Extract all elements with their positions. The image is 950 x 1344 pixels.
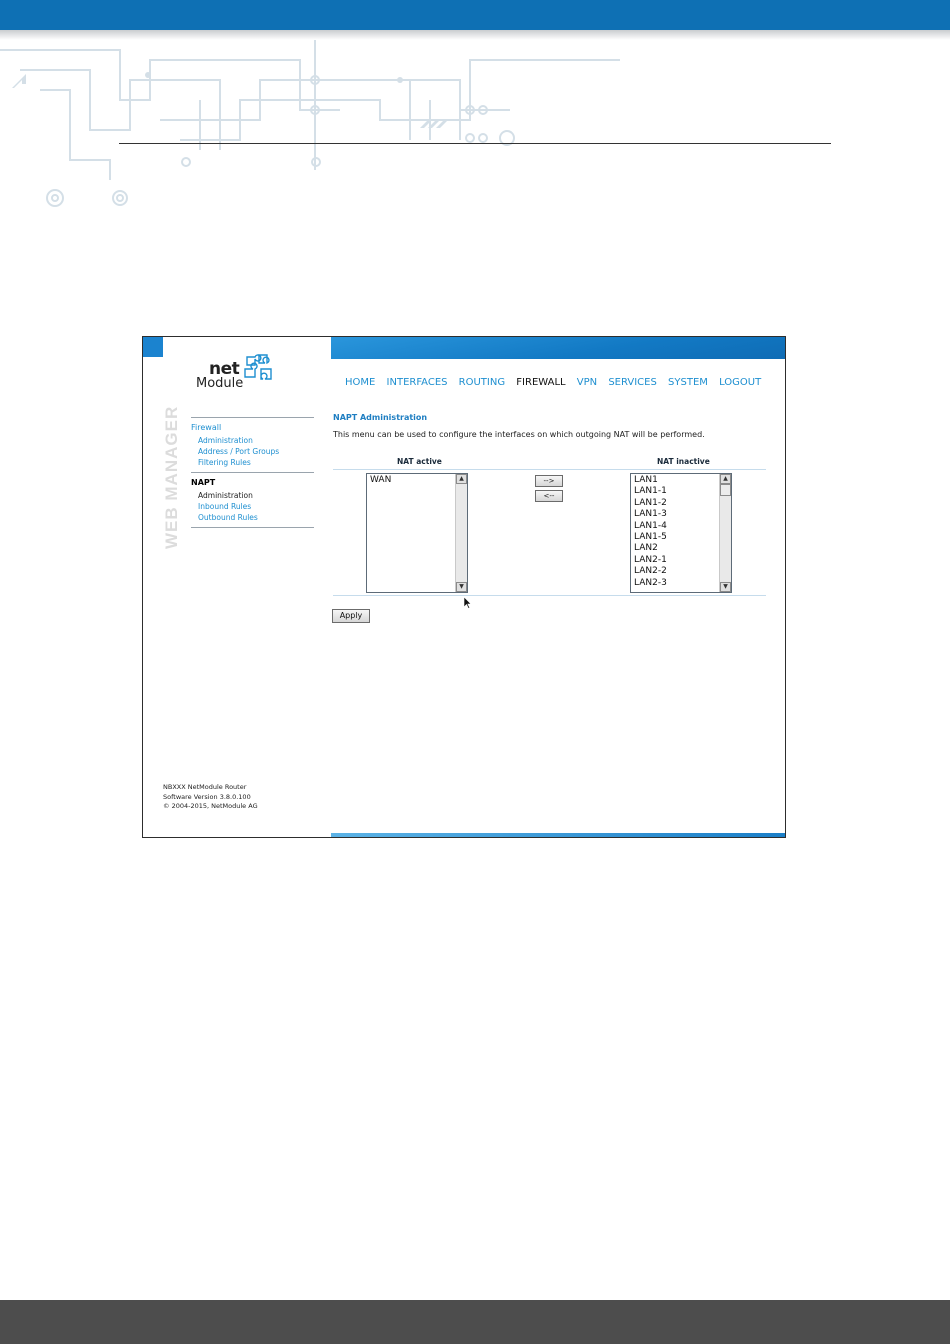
sidebar-item-inbound-rules[interactable]: Inbound Rules — [198, 502, 252, 511]
sidebar-divider — [191, 527, 314, 528]
nav-logout[interactable]: LOGOUT — [719, 377, 762, 388]
main-content — [331, 337, 785, 837]
nat-inactive-items — [634, 475, 667, 589]
top-bar-shadow — [0, 30, 950, 40]
list-item[interactable]: LAN1 — [634, 475, 658, 485]
top-nav — [345, 377, 769, 388]
nav-home[interactable]: HOME — [345, 377, 376, 388]
section-divider — [333, 595, 766, 596]
move-right-button[interactable]: --> — [535, 475, 563, 487]
list-item[interactable]: LAN2-2 — [634, 566, 667, 577]
scroll-up-icon[interactable]: ▲ — [456, 474, 467, 484]
sidebar — [143, 337, 331, 837]
move-left-button[interactable]: <-- — [535, 490, 563, 502]
document-footer-band — [0, 1300, 950, 1344]
nat-active-items — [370, 475, 391, 486]
list-item[interactable]: WAN — [370, 475, 392, 485]
nat-inactive-label: NAT inactive — [657, 457, 710, 466]
list-item[interactable]: LAN1-2 — [634, 497, 667, 508]
product-name: NBXXX NetModule Router — [163, 783, 247, 791]
nat-active-list[interactable] — [366, 473, 468, 593]
list-item[interactable]: LAN1-4 — [634, 520, 667, 531]
list-item[interactable]: LAN2-3 — [634, 577, 667, 588]
software-version: Software Version 3.8.0.100 — [163, 792, 251, 801]
page-title: NAPT Administration — [333, 413, 428, 422]
sidebar-nav — [191, 417, 314, 528]
sidebar-item-filtering-rules[interactable]: Filtering Rules — [198, 458, 251, 467]
list-item[interactable]: LAN2-1 — [634, 554, 667, 565]
nav-interfaces[interactable]: INTERFACES — [386, 377, 448, 388]
apply-button[interactable]: Apply — [332, 609, 370, 623]
logo-module-text: Module — [196, 376, 244, 391]
version-info — [163, 783, 258, 812]
document-top-bar — [0, 0, 950, 30]
nav-vpn[interactable]: VPN — [576, 377, 598, 388]
scroll-up-icon[interactable]: ▲ — [720, 474, 731, 484]
sidebar-item-firewall[interactable]: Firewall — [191, 423, 222, 432]
web-manager-watermark: WEB MANAGER — [162, 405, 181, 549]
list-item[interactable]: LAN1-5 — [634, 532, 667, 543]
scroll-down-icon[interactable]: ▼ — [720, 582, 731, 592]
logo-net-text: net — [209, 359, 240, 379]
nav-firewall[interactable]: FIREWALL — [516, 377, 566, 388]
puzzle-icon — [241, 351, 277, 387]
circuit-decoration — [0, 40, 640, 220]
corner-accent — [143, 337, 163, 357]
scroll-down-icon[interactable]: ▼ — [456, 582, 467, 592]
section-divider — [333, 469, 766, 470]
nat-active-scrollbar[interactable] — [455, 474, 467, 592]
sidebar-item-outbound-rules[interactable]: Outbound Rules — [198, 513, 258, 522]
web-manager-screenshot — [142, 336, 786, 838]
nav-services[interactable]: SERVICES — [608, 377, 657, 388]
header-banner — [331, 337, 785, 359]
nat-inactive-list[interactable] — [630, 473, 732, 593]
page-description: This menu can be used to configure the interfaces on which outgoing NAT will be performed. — [333, 430, 705, 439]
list-item[interactable]: LAN1-3 — [634, 509, 667, 520]
nat-active-label: NAT active — [397, 457, 442, 466]
scroll-thumb[interactable] — [720, 484, 731, 496]
netmodule-logo[interactable] — [195, 351, 285, 391]
nav-system[interactable]: SYSTEM — [668, 377, 708, 388]
sidebar-item-napt-administration[interactable]: Administration — [198, 491, 253, 500]
sidebar-group-firewall — [191, 418, 314, 472]
sidebar-item-napt[interactable]: NAPT — [191, 478, 216, 487]
sidebar-group-napt — [191, 473, 314, 527]
sidebar-item-address-port-groups[interactable]: Address / Port Groups — [198, 447, 280, 456]
header-rule — [119, 143, 831, 144]
sidebar-item-firewall-administration[interactable]: Administration — [198, 436, 253, 445]
copyright: © 2004-2015, NetModule AG — [163, 802, 258, 810]
list-item[interactable]: LAN2 — [634, 543, 658, 554]
list-item[interactable]: LAN1-1 — [634, 486, 667, 497]
mouse-pointer-icon — [464, 597, 472, 609]
nav-routing[interactable]: ROUTING — [458, 377, 506, 388]
footer-strip — [331, 833, 785, 837]
nat-inactive-scrollbar[interactable] — [719, 474, 731, 592]
